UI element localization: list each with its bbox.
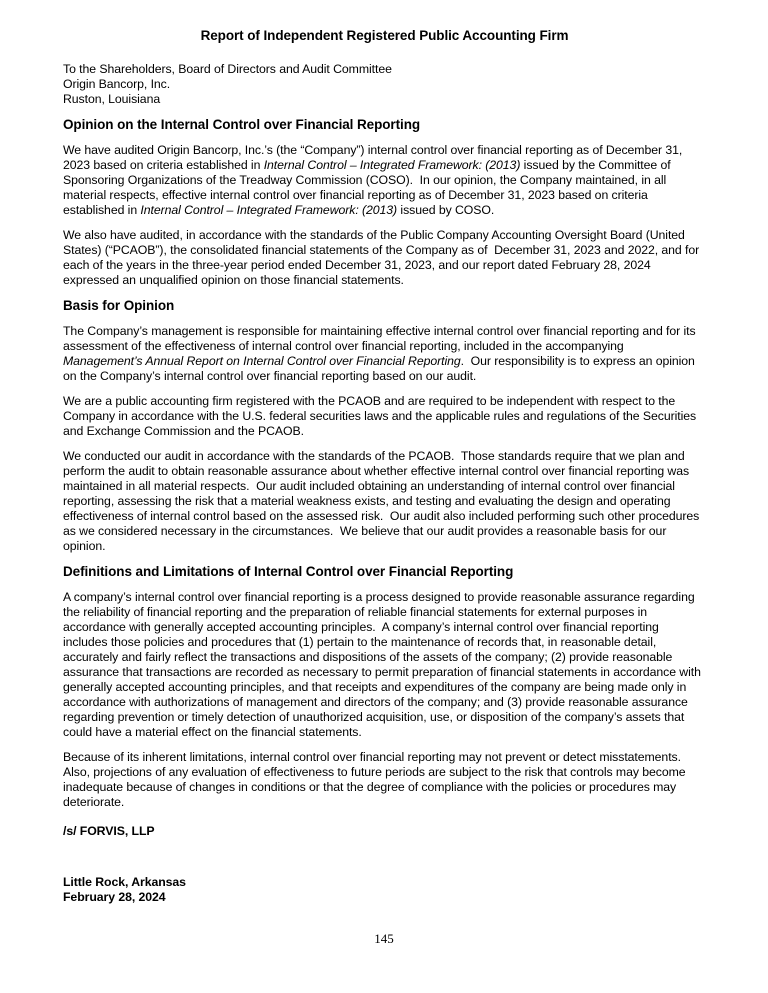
text-run: The Company’s management is responsible for maintaining effective internal control over financial reporting and for its assessment of the effectiveness of internal control over financial reporting, included in the accompanying (63, 324, 699, 353)
signature-location: Little Rock, Arkansas (63, 875, 186, 889)
section-heading-basis: Basis for Opinion (63, 298, 175, 313)
page-number: 145 (374, 931, 394, 946)
page-title: Report of Independent Registered Public Accounting Firm (200, 28, 569, 43)
addressee-line-committee: To the Shareholders, Board of Directors and Audit Committee (63, 62, 392, 76)
italic-run-framework-1: Internal Control – Integrated Framework: (2013) (263, 158, 521, 172)
paragraph-opinion-1 (63, 143, 706, 218)
text-run: We have audited Origin Bancorp, Inc.’s (the “Company”) internal control over financial reporting as of December 31, 2023 based on criteria established in (63, 143, 686, 172)
paragraph-basis-1 (63, 324, 706, 384)
italic-run-framework-2: Internal Control – Integrated Framework: (2013) (140, 203, 398, 217)
section-heading-opinion: Opinion on the Internal Control over Financial Reporting (63, 117, 421, 132)
text-run: issued by the Committee of Sponsoring Organizations of the Treadway Commission (COSO). In our opinion, the Company maintained, in all material respects, effective internal control over financial reporting as of December 31, 2023 based on criteria established in (63, 158, 674, 217)
auditor-signature: /s/ FORVIS, LLP (63, 824, 155, 838)
paragraph-definitions-1: A company’s internal control over financial reporting is a process designed to provide reasonable assurance regarding the reliability of financial reporting and the preparation of reliable financial statements for external purposes in accordance with generally accepted accounting principles. A company’s internal control over financial reporting includes those policies and procedures that (1) pertain to the maintenance of records that, in reasonable detail, accurately and fairly reflect the transactions and dispositions of the assets of the company; (2) provide reasonable assurance that transactions are recorded as necessary to permit preparation of financial statements in accordance with generally accepted accounting principles, and that receipts and expenditures of the company are being made only in accordance with authorizations of management and directors of the company; and (3) provide reasonable assurance regarding prevention or timely detection of unauthorized acquisition, use, or disposition of the company’s assets that could have a material effect on the financial statements. (63, 590, 705, 739)
text-run: issued by COSO. (397, 203, 495, 217)
text-run: . Our responsibility is to express an opinion on the Company’s internal control over financial reporting based on our audit. (63, 354, 699, 383)
signature-date: February 28, 2024 (63, 890, 166, 904)
addressee-line-city: Ruston, Louisiana (63, 92, 161, 106)
paragraph-basis-3: We conducted our audit in accordance with the standards of the PCAOB. Those standards require that we plan and perform the audit to obtain reasonable assurance about whether effective internal control over financial reporting was maintained in all material respects. Our audit included obtaining an understanding of internal control over financial reporting, assessing the risk that a material weakness exists, and testing and evaluating the design and operating effectiveness of internal control based on the assessed risk. Our audit also included performing such other procedures as we considered necessary in the circumstances. We believe that our audit provides a reasonable basis for our opinion. (63, 449, 703, 553)
signature-block (63, 875, 706, 905)
paragraph-basis-2: We are a public accounting firm registered with the PCAOB and are required to be independent with respect to the Company in accordance with the U.S. federal securities laws and the applicable rules and regulations of the Securities and Exchange Commission and the PCAOB. (63, 394, 700, 438)
addressee-line-company: Origin Bancorp, Inc. (63, 77, 171, 91)
addressee (63, 62, 706, 107)
paragraph-definitions-2: Because of its inherent limitations, internal control over financial reporting may not prevent or detect misstatements. Also, projections of any evaluation of effectiveness to future periods are subject to the risk that controls may become inadequate because of changes in conditions or that the degree of compliance with the policies or procedures may deteriorate. (63, 750, 689, 809)
paragraph-opinion-2: We also have audited, in accordance with the standards of the Public Company Accounting Oversight Board (United States) (“PCAOB”), the consolidated financial statements of the Company as of December 31, 2023 and 2022, and for each of the years in the three-year period ended December 31, 2023, and our report dated February 28, 2024 expressed an unqualified opinion on those financial statements. (63, 228, 703, 287)
section-heading-definitions: Definitions and Limitations of Internal Control over Financial Reporting (63, 564, 514, 579)
italic-run-management-report: Management’s Annual Report on Internal Control over Financial Reporting (63, 354, 461, 368)
